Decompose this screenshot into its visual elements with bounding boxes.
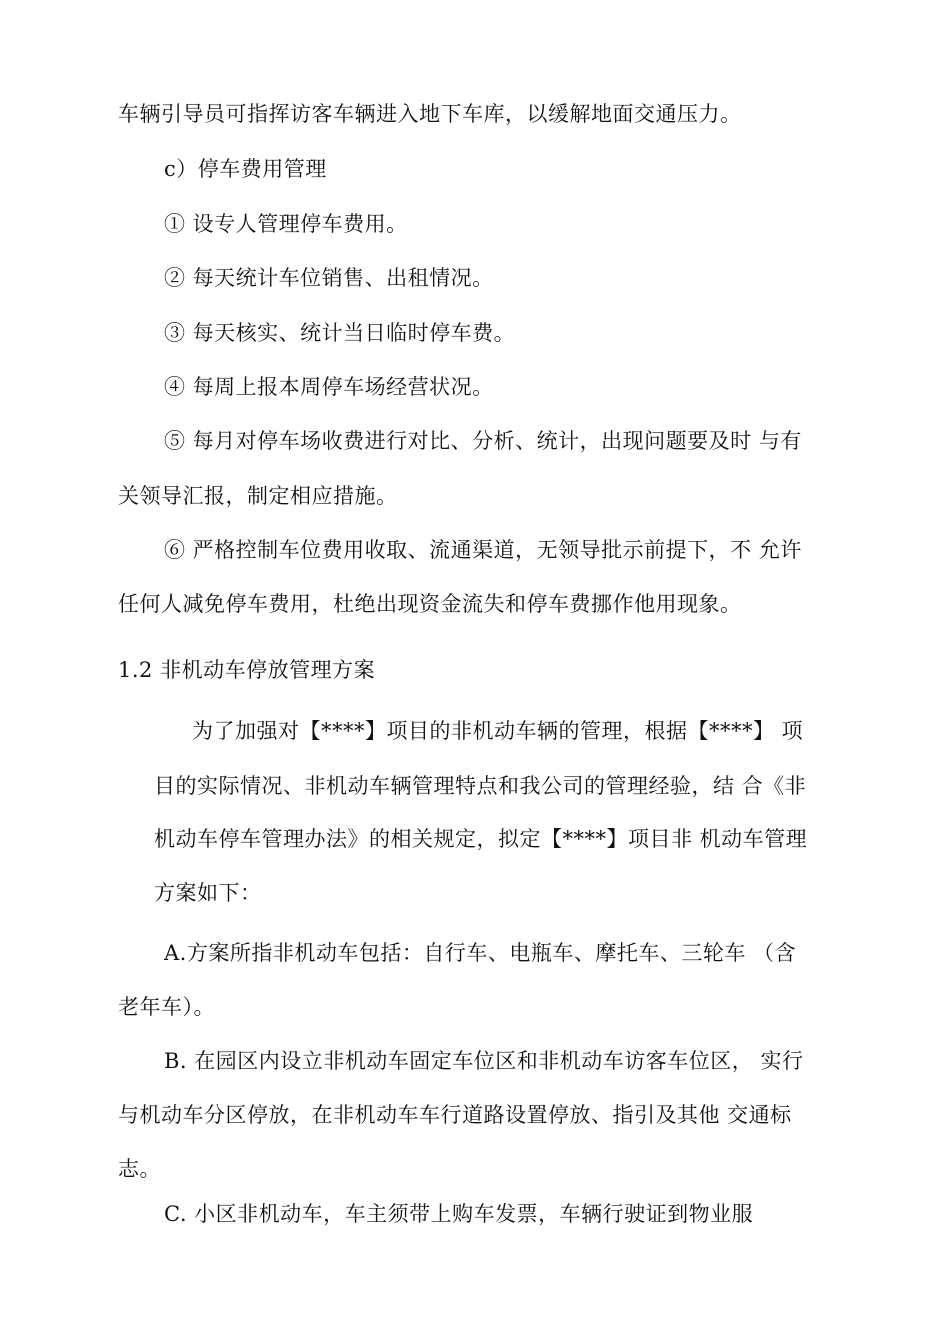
list-item-3: ③ 每天核实、统计当日临时停车费。 xyxy=(164,321,516,345)
intro-line-3: 机动车停车管理办法》的相关规定，拟定【****】项目非 机动车管理 xyxy=(154,827,808,851)
section-heading-parking-fee: c）停车费用管理 xyxy=(164,157,327,181)
intro-line-2: 目的实际情况、非机动车辆管理特点和我公司的管理经验，结 合《非 xyxy=(154,774,807,798)
item-b-line-1: B. 在园区内设立非机动车固定车位区和非机动车访客车位区， 实行 xyxy=(164,1049,804,1073)
list-item-4: ④ 每周上报本周停车场经营状况。 xyxy=(164,375,494,399)
intro-line-1: 为了加强对【****】项目的非机动车辆的管理，根据【****】 项 xyxy=(192,719,804,743)
list-item-2: ② 每天统计车位销售、出租情况。 xyxy=(164,266,494,290)
item-b-line-3: 志。 xyxy=(118,1157,161,1181)
item-a-line-2: 老年车）。 xyxy=(118,995,215,1019)
section-heading-1-2: 1.2 非机动车停放管理方案 xyxy=(118,658,376,682)
list-item-5-line-1: ⑤ 每月对停车场收费进行对比、分析、统计，出现问题要及时 与有 xyxy=(164,429,802,453)
item-b-line-2: 与机动车分区停放，在非机动车车行道路设置停放、指引及其他 交通标 xyxy=(118,1103,792,1127)
list-item-5-line-2: 关领导汇报，制定相应措施。 xyxy=(118,484,398,508)
paragraph-line-1: 车辆引导员可指挥访客车辆进入地下车库，以缓解地面交通压力。 xyxy=(118,102,742,126)
intro-line-4: 方案如下： xyxy=(154,881,262,905)
list-item-6-line-2: 任何人减免停车费用，杜绝出现资金流失和停车费挪作他用现象。 xyxy=(118,592,742,616)
list-item-1: ① 设专人管理停车费用。 xyxy=(164,212,408,236)
item-c-line-1: C. 小区非机动车，车主须带上购车发票，车辆行驶证到物业服 xyxy=(164,1202,754,1226)
item-a-line-1: A.方案所指非机动车包括：自行车、电瓶车、摩托车、三轮车 （含 xyxy=(164,941,797,965)
list-item-6-line-1: ⑥ 严格控制车位费用收取、流通渠道，无领导批示前提下，不 允许 xyxy=(164,538,802,562)
